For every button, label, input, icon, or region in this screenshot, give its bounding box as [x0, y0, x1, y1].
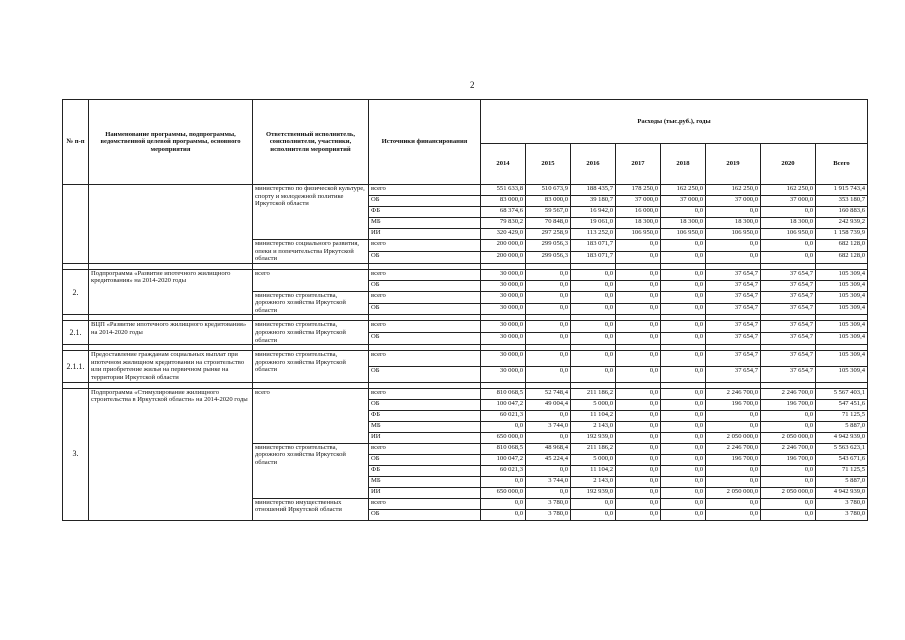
amount-cell: 0,0 [661, 498, 706, 509]
amount-cell: 37 654,7 [706, 366, 761, 382]
amount-cell: 0,0 [526, 333, 571, 345]
amount-cell: 71 125,5 [816, 410, 868, 421]
amount-cell: 0,0 [526, 465, 571, 476]
amount-cell: 3 780,0 [526, 498, 571, 509]
amount-cell: 39 180,7 [571, 196, 616, 207]
amount-cell: 106 950,0 [661, 229, 706, 240]
page-number: 2 [470, 80, 475, 90]
amount-cell: 3 744,0 [526, 421, 571, 432]
amount-cell: 105 309,4 [816, 333, 868, 345]
amount-cell: 0,0 [706, 240, 761, 252]
amount-cell: 18 300,0 [706, 218, 761, 229]
amount-cell: 0,0 [661, 410, 706, 421]
amount-cell: 106 950,0 [706, 229, 761, 240]
header-source: Источники финансирования [369, 100, 481, 185]
amount-cell: 0,0 [526, 303, 571, 315]
header-year: 2018 [661, 144, 706, 185]
amount-cell: 0,0 [616, 291, 661, 303]
amount-cell: 3 780,0 [816, 498, 868, 509]
executor-name: министерство строительства, дорожного хозяйства Иркутской области [253, 321, 369, 345]
amount-cell: 0,0 [616, 399, 661, 410]
amount-cell: 105 309,4 [816, 366, 868, 382]
funding-source: всего [369, 498, 481, 509]
amount-cell: 30 000,0 [481, 291, 526, 303]
amount-cell: 0,0 [526, 351, 571, 367]
program-name: Подпрограмма «Стимулирование жилищного строительства в Иркутской области» на 2014-2020 годы [89, 388, 253, 520]
funding-source: ОБ [369, 454, 481, 465]
amount-cell: 0,0 [571, 498, 616, 509]
amount-cell: 105 309,4 [816, 321, 868, 333]
amount-cell: 0,0 [661, 388, 706, 399]
amount-cell: 18 300,0 [616, 218, 661, 229]
amount-cell: 0,0 [661, 321, 706, 333]
funding-source: ОБ [369, 196, 481, 207]
header-executor: Ответственный исполнитель, соисполнители, участники, исполнители мероприятий [253, 100, 369, 185]
amount-cell: 0,0 [526, 321, 571, 333]
amount-cell: 0,0 [616, 303, 661, 315]
amount-cell: 0,0 [761, 410, 816, 421]
funding-source: ИИ [369, 432, 481, 443]
funding-source: всего [369, 269, 481, 280]
program-name [89, 185, 253, 264]
row-number: 2. [63, 269, 89, 315]
amount-cell: 299 056,3 [526, 240, 571, 252]
amount-cell: 37 000,0 [706, 196, 761, 207]
amount-cell: 0,0 [706, 509, 761, 520]
amount-cell: 2 050 000,0 [706, 487, 761, 498]
amount-cell: 4 942 939,0 [816, 487, 868, 498]
amount-cell: 3 780,0 [816, 509, 868, 520]
amount-cell: 0,0 [661, 509, 706, 520]
table-row [63, 351, 868, 367]
amount-cell: 70 848,0 [526, 218, 571, 229]
amount-cell: 0,0 [481, 509, 526, 520]
amount-cell: 682 128,0 [816, 240, 868, 252]
amount-cell: 0,0 [761, 498, 816, 509]
amount-cell: 0,0 [616, 487, 661, 498]
amount-cell: 0,0 [571, 269, 616, 280]
header-name: Наименование программы, подпрограммы, ведомственной целевой программы, основного мероприятия [89, 100, 253, 185]
amount-cell: 160 883,6 [816, 207, 868, 218]
amount-cell: 0,0 [616, 465, 661, 476]
amount-cell: 0,0 [526, 432, 571, 443]
amount-cell: 0,0 [706, 498, 761, 509]
amount-cell: 0,0 [661, 454, 706, 465]
amount-cell: 37 654,7 [706, 269, 761, 280]
funding-source: ОБ [369, 333, 481, 345]
amount-cell: 59 567,0 [526, 207, 571, 218]
amount-cell: 60 021,3 [481, 410, 526, 421]
amount-cell: 200 000,0 [481, 251, 526, 263]
funding-source: ИИ [369, 229, 481, 240]
amount-cell: 0,0 [706, 476, 761, 487]
program-name: Подпрограмма «Развитие ипотечного жилищного кредитования» на 2014-2020 годы [89, 269, 253, 315]
amount-cell: 0,0 [481, 421, 526, 432]
amount-cell: 37 654,7 [706, 333, 761, 345]
funding-source: ОБ [369, 509, 481, 520]
funding-source: всего [369, 321, 481, 333]
table-row [63, 388, 868, 399]
amount-cell: 162 250,0 [706, 185, 761, 196]
amount-cell: 37 654,7 [761, 333, 816, 345]
amount-cell: 0,0 [616, 366, 661, 382]
funding-source: всего [369, 185, 481, 196]
amount-cell: 105 309,4 [816, 303, 868, 315]
amount-cell: 0,0 [616, 454, 661, 465]
amount-cell: 30 000,0 [481, 366, 526, 382]
header-expenses: Расходы (тыс.руб.), годы [481, 100, 868, 144]
header-year: 2016 [571, 144, 616, 185]
row-number: 3. [63, 388, 89, 520]
amount-cell: 105 309,4 [816, 351, 868, 367]
amount-cell: 810 068,5 [481, 388, 526, 399]
funding-source: всего [369, 443, 481, 454]
amount-cell: 0,0 [571, 291, 616, 303]
amount-cell: 183 071,7 [571, 251, 616, 263]
amount-cell: 650 000,0 [481, 432, 526, 443]
amount-cell: 83 000,0 [526, 196, 571, 207]
amount-cell: 543 671,6 [816, 454, 868, 465]
amount-cell: 0,0 [616, 476, 661, 487]
amount-cell: 0,0 [481, 476, 526, 487]
header-year: Всего [816, 144, 868, 185]
amount-cell: 0,0 [761, 251, 816, 263]
amount-cell: 68 374,6 [481, 207, 526, 218]
amount-cell: 0,0 [661, 269, 706, 280]
amount-cell: 30 000,0 [481, 351, 526, 367]
header-year: 2014 [481, 144, 526, 185]
amount-cell: 0,0 [616, 333, 661, 345]
amount-cell: 0,0 [616, 240, 661, 252]
amount-cell: 0,0 [526, 487, 571, 498]
amount-cell: 18 300,0 [761, 218, 816, 229]
amount-cell: 0,0 [761, 207, 816, 218]
amount-cell: 162 250,0 [761, 185, 816, 196]
amount-cell: 16 942,0 [571, 207, 616, 218]
amount-cell: 0,0 [616, 432, 661, 443]
amount-cell: 0,0 [571, 351, 616, 367]
amount-cell: 0,0 [661, 421, 706, 432]
amount-cell: 1 158 739,9 [816, 229, 868, 240]
executor-name: министерство имущественных отношений Иркутской области [253, 498, 369, 520]
amount-cell: 299 056,3 [526, 251, 571, 263]
amount-cell: 320 429,0 [481, 229, 526, 240]
amount-cell: 18 300,0 [661, 218, 706, 229]
amount-cell: 0,0 [761, 476, 816, 487]
amount-cell: 188 435,7 [571, 185, 616, 196]
amount-cell: 37 654,7 [706, 303, 761, 315]
amount-cell: 100 047,2 [481, 399, 526, 410]
amount-cell: 192 939,0 [571, 487, 616, 498]
amount-cell: 106 950,0 [616, 229, 661, 240]
amount-cell: 551 633,8 [481, 185, 526, 196]
amount-cell: 37 654,7 [761, 291, 816, 303]
funding-source: всего [369, 351, 481, 367]
amount-cell: 650 000,0 [481, 487, 526, 498]
executor-name: министерство по физической культуре, спорту и молодежной политике Иркутской области [253, 185, 369, 240]
amount-cell: 0,0 [526, 410, 571, 421]
amount-cell: 0,0 [661, 333, 706, 345]
amount-cell: 0,0 [661, 399, 706, 410]
amount-cell: 0,0 [706, 251, 761, 263]
amount-cell: 37 000,0 [661, 196, 706, 207]
funding-source: МБ [369, 218, 481, 229]
amount-cell: 4 942 939,0 [816, 432, 868, 443]
amount-cell: 0,0 [526, 269, 571, 280]
amount-cell: 0,0 [706, 410, 761, 421]
amount-cell: 30 000,0 [481, 303, 526, 315]
amount-cell: 0,0 [526, 291, 571, 303]
amount-cell: 0,0 [706, 465, 761, 476]
amount-cell: 0,0 [571, 333, 616, 345]
amount-cell: 37 654,7 [761, 321, 816, 333]
amount-cell: 0,0 [571, 509, 616, 520]
amount-cell: 5 000,0 [571, 399, 616, 410]
amount-cell: 5 567 403,1 [816, 388, 868, 399]
header-num: № п-п [63, 100, 89, 185]
amount-cell: 178 250,0 [616, 185, 661, 196]
amount-cell: 0,0 [616, 509, 661, 520]
amount-cell: 2 246 700,0 [761, 388, 816, 399]
amount-cell: 2 143,0 [571, 421, 616, 432]
amount-cell: 0,0 [661, 251, 706, 263]
executor-name: всего [253, 388, 369, 443]
amount-cell: 547 451,6 [816, 399, 868, 410]
amount-cell: 71 125,5 [816, 465, 868, 476]
funding-source: МБ [369, 421, 481, 432]
amount-cell: 37 654,7 [761, 303, 816, 315]
amount-cell: 192 939,0 [571, 432, 616, 443]
amount-cell: 0,0 [616, 321, 661, 333]
funding-source: ФБ [369, 410, 481, 421]
amount-cell: 183 071,7 [571, 240, 616, 252]
amount-cell: 0,0 [661, 303, 706, 315]
amount-cell: 0,0 [571, 321, 616, 333]
funding-source: ФБ [369, 207, 481, 218]
amount-cell: 30 000,0 [481, 333, 526, 345]
amount-cell: 2 050 000,0 [706, 432, 761, 443]
amount-cell: 196 700,0 [706, 454, 761, 465]
amount-cell: 196 700,0 [706, 399, 761, 410]
amount-cell: 0,0 [571, 366, 616, 382]
amount-cell: 37 654,7 [706, 291, 761, 303]
amount-cell: 0,0 [661, 443, 706, 454]
header-year: 2019 [706, 144, 761, 185]
amount-cell: 1 915 743,4 [816, 185, 868, 196]
amount-cell: 200 000,0 [481, 240, 526, 252]
amount-cell: 297 258,9 [526, 229, 571, 240]
amount-cell: 83 000,0 [481, 196, 526, 207]
amount-cell: 11 104,2 [571, 465, 616, 476]
amount-cell: 100 047,2 [481, 454, 526, 465]
amount-cell: 105 309,4 [816, 291, 868, 303]
amount-cell: 2 050 000,0 [761, 487, 816, 498]
amount-cell: 49 004,4 [526, 399, 571, 410]
amount-cell: 5 000,0 [571, 454, 616, 465]
amount-cell: 0,0 [616, 351, 661, 367]
amount-cell: 0,0 [661, 207, 706, 218]
amount-cell: 0,0 [616, 421, 661, 432]
funding-source: ОБ [369, 303, 481, 315]
header-year: 2020 [761, 144, 816, 185]
table-body [63, 185, 868, 521]
amount-cell: 0,0 [761, 240, 816, 252]
amount-cell: 242 939,2 [816, 218, 868, 229]
amount-cell: 60 021,3 [481, 465, 526, 476]
amount-cell: 11 104,2 [571, 410, 616, 421]
amount-cell: 0,0 [616, 269, 661, 280]
amount-cell: 113 252,0 [571, 229, 616, 240]
funding-source: ОБ [369, 251, 481, 263]
amount-cell: 810 068,5 [481, 443, 526, 454]
amount-cell: 2 246 700,0 [706, 443, 761, 454]
budget-table [62, 99, 868, 521]
amount-cell: 30 000,0 [481, 321, 526, 333]
funding-source: всего [369, 388, 481, 399]
amount-cell: 37 654,7 [761, 269, 816, 280]
row-number: 2.1.1. [63, 351, 89, 382]
amount-cell: 37 000,0 [761, 196, 816, 207]
amount-cell: 0,0 [616, 280, 661, 291]
executor-name: министерство социального развития, опеки и попечительства Иркутской области [253, 240, 369, 264]
amount-cell: 79 830,2 [481, 218, 526, 229]
amount-cell: 5 887,0 [816, 421, 868, 432]
amount-cell: 0,0 [661, 487, 706, 498]
funding-source: ОБ [369, 280, 481, 291]
amount-cell: 0,0 [616, 251, 661, 263]
amount-cell: 30 000,0 [481, 280, 526, 291]
amount-cell: 510 673,9 [526, 185, 571, 196]
amount-cell: 105 309,4 [816, 269, 868, 280]
amount-cell: 196 700,0 [761, 454, 816, 465]
amount-cell: 0,0 [661, 291, 706, 303]
funding-source: ФБ [369, 465, 481, 476]
amount-cell: 37 654,7 [706, 280, 761, 291]
amount-cell: 37 654,7 [761, 351, 816, 367]
table-row [63, 185, 868, 196]
amount-cell: 19 061,0 [571, 218, 616, 229]
amount-cell: 2 246 700,0 [706, 388, 761, 399]
amount-cell: 52 748,4 [526, 388, 571, 399]
header-year: 2015 [526, 144, 571, 185]
executor-name: министерство строительства, дорожного хозяйства Иркутской области [253, 351, 369, 382]
amount-cell: 0,0 [616, 498, 661, 509]
amount-cell: 0,0 [616, 443, 661, 454]
amount-cell: 211 186,2 [571, 388, 616, 399]
amount-cell: 37 654,7 [706, 351, 761, 367]
row-number: 2.1. [63, 321, 89, 345]
amount-cell: 48 968,4 [526, 443, 571, 454]
amount-cell: 353 180,7 [816, 196, 868, 207]
funding-source: ОБ [369, 366, 481, 382]
amount-cell: 37 654,7 [761, 280, 816, 291]
amount-cell: 0,0 [481, 498, 526, 509]
funding-source: всего [369, 240, 481, 252]
header-year: 2017 [616, 144, 661, 185]
funding-source: всего [369, 291, 481, 303]
funding-source: МБ [369, 476, 481, 487]
amount-cell: 0,0 [661, 280, 706, 291]
amount-cell: 0,0 [706, 421, 761, 432]
amount-cell: 37 654,7 [706, 321, 761, 333]
amount-cell: 5 563 623,1 [816, 443, 868, 454]
amount-cell: 37 654,7 [761, 366, 816, 382]
amount-cell: 0,0 [661, 432, 706, 443]
amount-cell: 106 950,0 [761, 229, 816, 240]
table-row [63, 269, 868, 280]
funding-source: ИИ [369, 487, 481, 498]
amount-cell: 0,0 [661, 240, 706, 252]
amount-cell: 5 887,0 [816, 476, 868, 487]
executor-name: министерство строительства, дорожного хозяйства Иркутской области [253, 443, 369, 498]
executor-name: министерство строительства, дорожного хозяйства Иркутской области [253, 291, 369, 315]
amount-cell: 0,0 [571, 280, 616, 291]
amount-cell: 0,0 [661, 351, 706, 367]
amount-cell: 211 186,2 [571, 443, 616, 454]
amount-cell: 16 000,0 [616, 207, 661, 218]
amount-cell: 2 246 700,0 [761, 443, 816, 454]
amount-cell: 3 744,0 [526, 476, 571, 487]
amount-cell: 0,0 [761, 421, 816, 432]
amount-cell: 0,0 [526, 280, 571, 291]
amount-cell: 682 128,0 [816, 251, 868, 263]
amount-cell: 0,0 [761, 509, 816, 520]
amount-cell: 0,0 [571, 303, 616, 315]
row-number [63, 185, 89, 264]
amount-cell: 0,0 [661, 476, 706, 487]
amount-cell: 45 224,4 [526, 454, 571, 465]
amount-cell: 2 050 000,0 [761, 432, 816, 443]
amount-cell: 196 700,0 [761, 399, 816, 410]
table-header [63, 100, 868, 185]
amount-cell: 30 000,0 [481, 269, 526, 280]
funding-source: ОБ [369, 399, 481, 410]
program-name: Предоставление гражданам социальных выплат при ипотечном жилищном кредитовании на строительство или приобретение жилья на первичном рынке на территории Иркутской области [89, 351, 253, 382]
amount-cell: 0,0 [706, 207, 761, 218]
amount-cell: 0,0 [526, 366, 571, 382]
program-name: ВЦП «Развитие ипотечного жилищного кредитования» на 2014-2020 годы [89, 321, 253, 345]
amount-cell: 105 309,4 [816, 280, 868, 291]
amount-cell: 2 143,0 [571, 476, 616, 487]
amount-cell: 3 780,0 [526, 509, 571, 520]
amount-cell: 0,0 [661, 465, 706, 476]
amount-cell: 0,0 [616, 410, 661, 421]
amount-cell: 0,0 [661, 366, 706, 382]
amount-cell: 37 000,0 [616, 196, 661, 207]
table-row [63, 321, 868, 333]
executor-name: всего [253, 269, 369, 291]
amount-cell: 162 250,0 [661, 185, 706, 196]
amount-cell: 0,0 [616, 388, 661, 399]
amount-cell: 0,0 [761, 465, 816, 476]
